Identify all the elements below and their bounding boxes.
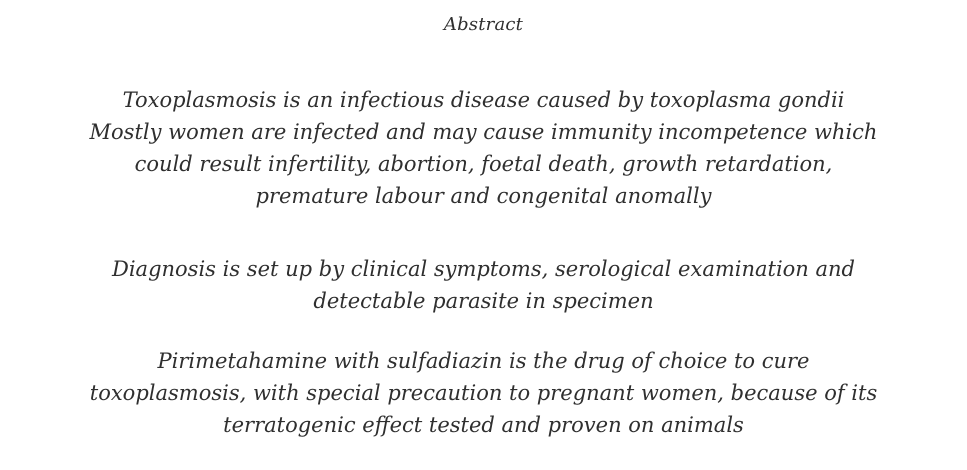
paragraph-line: Pirimetahamine with sulfadiazin is the drug of choice to cure [157,349,810,373]
paragraph-line: Toxoplasmosis is an infectious disease caused by toxoplasma gondii [122,88,845,112]
abstract-paragraph-2 [0,253,967,317]
paragraph-line: detectable parasite in specimen [313,289,654,313]
paragraph-line: could result infertility, abortion, foetal death, growth retardation, [134,152,833,176]
abstract-paragraph-1 [0,84,967,212]
paragraph-line: toxoplasmosis, with special precaution to pregnant women, because of its [89,381,878,405]
abstract-title: Abstract [443,14,524,35]
paragraph-line: terratogenic effect tested and proven on animals [223,413,744,437]
abstract-paragraph-3 [0,345,967,441]
paragraph-line: Diagnosis is set up by clinical symptoms, serological examination and [112,257,855,281]
paragraph-line: Mostly women are infected and may cause immunity incompetence which [89,120,878,144]
paragraph-line: premature labour and congenital anomally [255,184,712,208]
